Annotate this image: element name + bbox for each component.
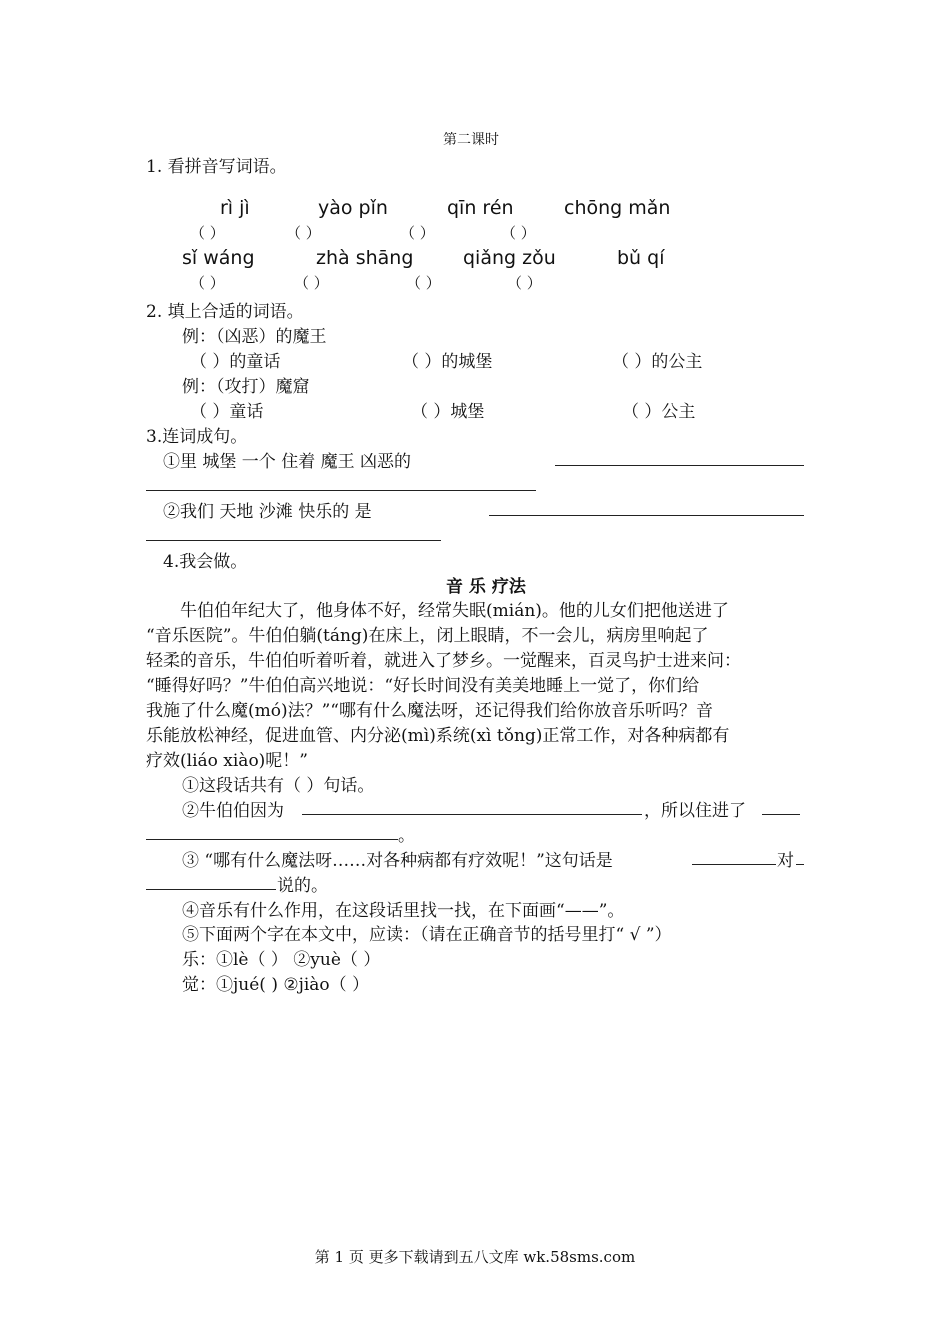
q2-fill-chengbao-2[interactable]: （ ）城堡 <box>411 402 485 422</box>
sub-question-3-end: 说的。 <box>277 876 328 896</box>
pronunciation-jue[interactable]: 觉：①jué( ) ②jiào（ ） <box>182 975 370 995</box>
q2-fill-gongzhu-2[interactable]: （ ）公主 <box>622 402 696 422</box>
pronunciation-le[interactable]: 乐：①lè（ ） ②yuè（ ） <box>182 950 381 970</box>
answer-blank[interactable]: （ ） <box>190 274 225 292</box>
pinyin-buqi: bǔ qí <box>617 247 665 269</box>
passage-line: “音乐医院”。牛伯伯躺(táng)在床上，闭上眼睛，不一会儿，病房里响起了 <box>146 626 709 646</box>
q2-example-1: 例：（凶恶）的魔王 <box>182 327 327 347</box>
pinyin-siwang: sǐ wáng <box>182 247 255 269</box>
pinyin-riji: rì jì <box>220 197 250 219</box>
passage-line: “睡得好吗？”牛伯伯高兴地说：“好长时间没有美美地睡上一觉了，你们给 <box>146 676 700 696</box>
q2-fill-tonghua[interactable]: （ ）的童话 <box>190 352 281 372</box>
sub-question-4: ④音乐有什么作用，在这段话里找一找，在下面画“——”。 <box>182 901 625 921</box>
sub-question-1: ①这段话共有（ ）句话。 <box>182 776 375 796</box>
sub-question-2-tail: ，所以住进了 <box>644 801 746 821</box>
answer-line[interactable] <box>146 889 276 890</box>
answer-blank[interactable]: （ ） <box>190 224 225 242</box>
q3-item-1: ①里 城堡 一个 住着 魔王 凶恶的 <box>163 452 412 472</box>
answer-blank[interactable]: （ ） <box>286 224 321 242</box>
answer-blank[interactable]: （ ） <box>400 224 435 242</box>
pinyin-qiangzou: qiǎng zǒu <box>463 247 556 269</box>
pinyin-yaopin: yào pǐn <box>318 197 388 219</box>
q2-fill-gongzhu[interactable]: （ ）的公主 <box>612 352 703 372</box>
passage-line: 轻柔的音乐，牛伯伯听着听着，就进入了梦乡。一觉醒来，百灵鸟护士进来问： <box>146 651 741 671</box>
q1-title: 1. 看拼音写词语。 <box>146 157 287 177</box>
sub-question-3-mid: 对 <box>777 851 794 871</box>
q3-item-2: ②我们 天地 沙滩 快乐的 是 <box>163 502 372 522</box>
q4-title: 4.我会做。 <box>163 552 248 572</box>
passage-line: 疗效(liáo xiào)呢！” <box>146 751 308 771</box>
answer-blank[interactable]: （ ） <box>294 274 329 292</box>
sub-question-2: ②牛伯伯因为 <box>182 801 284 821</box>
q2-fill-tonghua-2[interactable]: （ ）童话 <box>190 402 264 422</box>
answer-line[interactable] <box>796 864 804 865</box>
q2-fill-chengbao[interactable]: （ ）的城堡 <box>402 352 493 372</box>
pinyin-chongman: chōng mǎn <box>564 197 671 219</box>
sub-question-5: ⑤下面两个字在本文中，应读：（请在正确音节的括号里打“ √ ”） <box>182 925 672 945</box>
answer-line[interactable] <box>146 540 441 541</box>
pinyin-qinren: qīn rén <box>447 197 514 219</box>
passage-line: 我施了什么魔(mó)法？”“哪有什么魔法呀，还记得我们给你放音乐听吗？音 <box>146 701 714 721</box>
sub-question-3: ③ “哪有什么魔法呀……对各种病都有疗效呢！”这句话是 <box>182 851 613 871</box>
answer-line[interactable] <box>489 515 804 516</box>
passage-line: 乐能放松神经，促进血管、内分泌(mì)系统(xì tǒng)正常工作，对各种病都有 <box>146 726 730 746</box>
pinyin-zhashang: zhà shāng <box>316 247 414 269</box>
answer-line[interactable] <box>146 839 398 840</box>
answer-line[interactable] <box>146 490 536 491</box>
q3-title: 3.连词成句。 <box>146 427 248 447</box>
answer-blank[interactable]: （ ） <box>507 274 542 292</box>
page-footer: 第 1 页 更多下载请到五八文库 wk.58sms.com <box>314 1248 636 1266</box>
answer-line[interactable] <box>692 864 776 865</box>
sub-question-2-end: 。 <box>398 826 415 846</box>
q2-example-2: 例：（攻打）魔窟 <box>182 377 310 397</box>
answer-blank[interactable]: （ ） <box>406 274 441 292</box>
answer-line[interactable] <box>555 465 804 466</box>
answer-line[interactable] <box>762 814 800 815</box>
passage-title: 音 乐 疗法 <box>446 577 526 597</box>
answer-blank[interactable]: （ ） <box>501 224 536 242</box>
answer-line[interactable] <box>302 814 642 815</box>
q2-title: 2. 填上合适的词语。 <box>146 302 304 322</box>
passage-line: 牛伯伯年纪大了，他身体不好，经常失眠(mián)。他的儿女们把他送进了 <box>146 601 729 621</box>
page-title: 第二课时 <box>443 132 499 148</box>
